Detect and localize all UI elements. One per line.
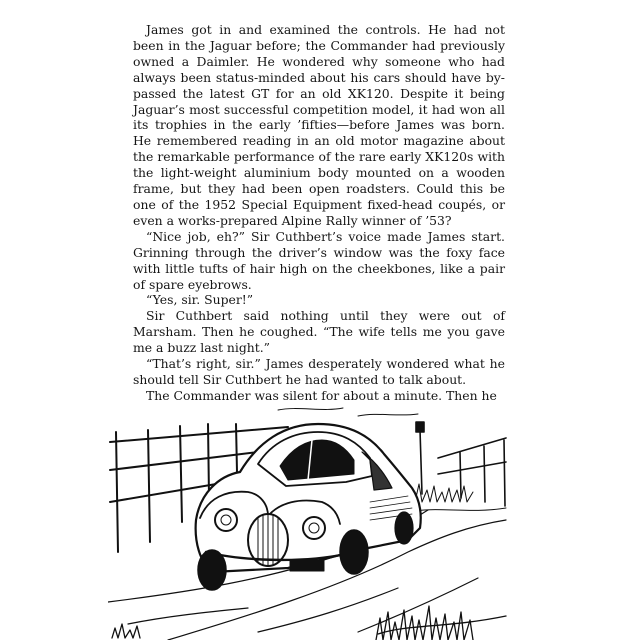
car-illustration bbox=[108, 402, 508, 640]
jaguar-car bbox=[196, 424, 421, 590]
fence-right bbox=[416, 422, 506, 506]
foreground-foliage bbox=[112, 606, 506, 640]
paragraph-nice-job: “Nice job, eh?” Sir Cuthbert’s voice made James start. Grinning through the driver’s window was the foxy face with little tufts of hair high on the cheekbones, like a pair of spare eyebrows. bbox=[133, 228, 505, 292]
grass-right bbox=[408, 484, 506, 512]
paragraph-commander-silent: The Commander was silent for about a minute. Then he bbox=[146, 387, 497, 403]
paragraph-controls: James got in and examined the controls. He had not been in the Jaguar before; the Commander had previously owned a Daimler. He wondered why someone who had always been status-minded about his cars should have by-passed the latest GT for an old XK120. Despite it being Jaguar’s most successful competition model, it had won all its trophies in the early ’fifties—before James was born. He remembered reading in an old motor magazine about the remarkable performance of the rare early XK120s with the light-weight aluminium body mounted on a wooden frame, but they had been open roadsters. Could this be one of the 1952 Special Equipment fixed-head coupés, or even a works-prepared Alpine Rally winner of ’53? bbox=[133, 22, 505, 228]
paragraph-yes-sir: “Yes, sir. Super!” bbox=[146, 292, 254, 308]
paragraph-marsham: Sir Cuthbert said nothing until they were out of Marsham. Then he coughed. “The wife tells me you gave me a buzz last night.” bbox=[133, 308, 505, 356]
paragraph-thats-right: “That’s right, sir.” James desperately wondered what he should tell Sir Cuthbert he had wanted to talk about. bbox=[133, 356, 505, 387]
body-text bbox=[133, 22, 505, 404]
